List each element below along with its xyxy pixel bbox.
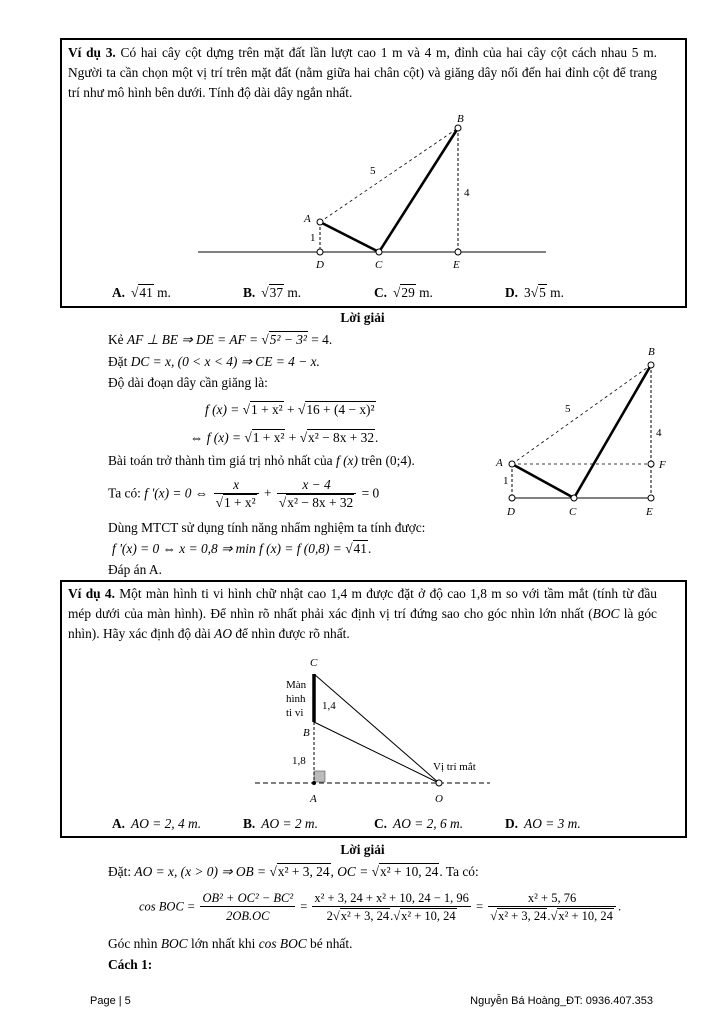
footer-page-number: Page | 5: [90, 995, 131, 1007]
sol3-line-5: ⇔ f (x) = √1 + x² + √x² − 8x + 32.: [190, 430, 379, 445]
fig3-label-a: A: [304, 213, 311, 225]
svg-text:B: B: [648, 346, 655, 358]
ex4-option-b[interactable]: B. AO = 2 m.: [243, 816, 318, 831]
ex4-option-d[interactable]: D. AO = 3 m.: [505, 816, 581, 831]
svg-text:1,4: 1,4: [322, 700, 336, 712]
sol4-method-1: Cách 1:: [108, 957, 153, 972]
example-3-text: [68, 43, 657, 103]
fig3-length-ad: 1: [310, 232, 316, 244]
fig3-label-b: B: [457, 113, 464, 125]
sol3-line-9: f '(x) = 0 ⇔ x = 0,8 ⇒ min f (x) = f (0,8) = √41.: [112, 541, 372, 556]
example-3-title: Ví dụ 3.: [68, 45, 116, 60]
fig3-length-ab: 5: [370, 165, 376, 177]
svg-text:Vị trí mắt: Vị trí mắt: [433, 761, 476, 773]
svg-text:4: 4: [656, 427, 662, 439]
sol3-line-3: Độ dài đoạn dây cần giăng là:: [108, 375, 268, 390]
svg-text:C: C: [310, 657, 318, 669]
solution-4-heading: Lời giải: [340, 842, 385, 857]
svg-text:1,8: 1,8: [292, 755, 306, 767]
fig3-label-e: E: [453, 259, 460, 270]
svg-text:5: 5: [565, 403, 571, 415]
svg-text:C: C: [569, 506, 577, 518]
ex3-option-c[interactable]: C. √29 m.: [374, 285, 433, 300]
example-4-text: Ví dụ 4. Một màn hình ti vi hình chữ nhật cao 1,4 m được đặt ở độ cao 1,8 m so với tầm mắt (tính từ đầu mép dưới của màn hình). Để nhìn rõ nhất phải xác định vị trí đứng sao cho góc nhìn lớn nhất (BOC là góc nhìn). Hãy xác định độ dài AO để nhìn được rõ nhất.: [68, 586, 657, 641]
svg-text:1: 1: [503, 475, 509, 487]
sol4-line-1: Đặt: AO = x, (x > 0) ⇒ OB = √x² + 3, 24, OC = √x² + 10, 24. Ta có:: [108, 864, 479, 879]
footer-author: Nguyễn Bá Hoàng_ĐT: 0936.407.353: [470, 995, 653, 1007]
sol3-line-6: Bài toán trở thành tìm giá trị nhỏ nhất của f (x) trên (0;4).: [108, 453, 415, 468]
sol3-line-2: Đặt DC = x, (0 < x < 4) ⇒ CE = 4 − x.: [108, 354, 320, 369]
svg-text:O: O: [435, 793, 443, 805]
svg-text:A: A: [496, 457, 503, 469]
example-3-body: Có hai cây cột dựng trên mặt đất lần lượt cao 1 m và 4 m, đỉnh của hai cây cột cách nhau 5 m. Người ta cần chọn một vị trí trên mặt đất (nằm giữa hai chân cột) và giăng dây nối đến hai đỉnh cột để trang trí như mô hình bên dưới. Tính độ dài dây ngắn nhất.: [68, 45, 657, 100]
sol3-answer: Đáp án A.: [108, 562, 162, 577]
ex4-option-a[interactable]: A. AO = 2, 4 m.: [112, 816, 202, 831]
solution-3-figure: [490, 340, 675, 520]
svg-text:Màn: Màn: [286, 679, 307, 691]
fig3-label-d: D: [316, 259, 324, 270]
fig3-label-c: C: [375, 259, 383, 270]
sol4-cos-formula: cos BOC = $\frac{\text{OB² + OC² − BC²}}{2OB.OC}$ = $\frac{\text{x² + 3, 24 + x² + 10, 24 − 1, 96}}{\text{2√x² + 3, 24.√x² + 10, 24}}$ = $\frac{\text{x² + 5, 76}}{\text{√x² + 3, 24.√x² + 10, 24}}$ .: [139, 891, 622, 923]
svg-text:B: B: [303, 727, 310, 739]
svg-text:hình: hình: [286, 693, 306, 705]
ex4-option-c[interactable]: C. AO = 2, 6 m.: [374, 816, 464, 831]
ex3-option-b[interactable]: B. √37 m.: [243, 285, 302, 300]
example-4-figure: [250, 650, 500, 810]
solution-3-heading: Lời giải: [340, 310, 385, 325]
sol4-line-3: Góc nhìn BOC lớn nhất khi cos BOC bé nhất.: [108, 936, 353, 951]
svg-text:E: E: [646, 506, 653, 518]
fig3-length-be: 4: [464, 187, 470, 199]
ex3-option-d[interactable]: D. 3√5 m.: [505, 285, 564, 300]
svg-text:A: A: [310, 793, 317, 805]
sol3-line-8: Dùng MTCT sử dụng tính năng nhẩm nghiệm ta tính được:: [108, 520, 426, 535]
sol3-line-7: Ta có: f '(x) = 0 ⇔ $\frac{x}{\text{√1 + x²}}$ + $\frac{x - 4}{\text{√x² − 8x + 32}}$ = 0: [108, 477, 380, 510]
svg-text:ti vi: ti vi: [286, 707, 304, 719]
example-3-figure: [190, 110, 560, 270]
sol3-line-1: Kẻ AF ⊥ BE ⇒ DE = AF = √5² − 3² = 4.: [108, 332, 333, 347]
svg-text:F: F: [659, 459, 666, 471]
sol3-line-4: f (x) = √1 + x² + √16 + (4 − x)²: [205, 402, 375, 417]
ex3-option-a[interactable]: A. √41 m.: [112, 285, 171, 300]
svg-text:D: D: [507, 506, 515, 518]
